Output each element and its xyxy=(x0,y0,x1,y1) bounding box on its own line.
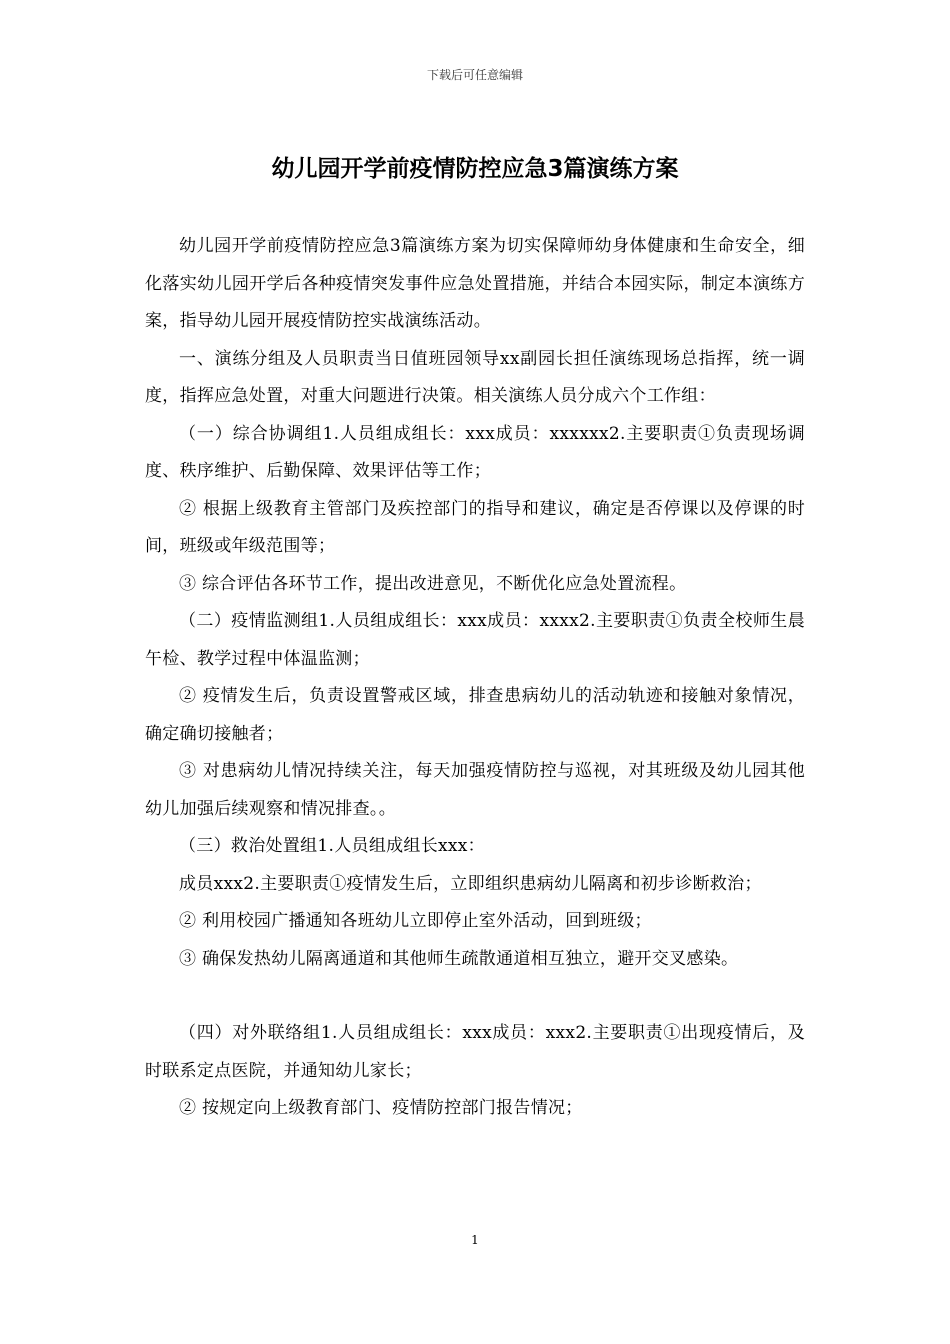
paragraph-group-2-duty-2: ② 疫情发生后，负责设置警戒区域，排查患病幼儿的活动轨迹和接触对象情况，确定确切接触者； xyxy=(145,686,805,744)
document-body xyxy=(145,228,805,1128)
paragraph-group-1-duty-3: ③ 综合评估各环节工作，提出改进意见，不断优化应急处置流程。 xyxy=(179,573,687,594)
paragraph-group-1: （一）综合协调组1.人员组成组长：xxx成员：xxxxxx2.主要职责①负责现场调度、秩序维护、后勤保障、效果评估等工作； xyxy=(145,423,805,481)
paragraph-group-2-duty-3: ③ 对患病幼儿情况持续关注，每天加强疫情防控与巡视，对其班级及幼儿园其他幼儿加强后续观察和情况排查。。 xyxy=(145,761,805,819)
paragraph-group-4-duty-2: ② 按规定向上级教育部门、疫情防控部门报告情况； xyxy=(179,1098,583,1118)
paragraph-group-3-duty-2: ② 利用校园广播通知各班幼儿立即停止室外活动，回到班级； xyxy=(179,911,652,931)
page-number: 1 xyxy=(471,1233,479,1247)
paragraph-group-3-members: 成员xxx2.主要职责①疫情发生后，立即组织患病幼儿隔离和初步诊断救治； xyxy=(179,873,762,894)
page-header: 下载后可任意编辑 xyxy=(426,68,523,82)
paragraph-group-2: （二）疫情监测组1.人员组成组长：xxx成员：xxxx2.主要职责①负责全校师生晨午检、教学过程中体温监测； xyxy=(145,611,805,669)
paragraph-group-1-duty-2: ② 根据上级教育主管部门及疾控部门的指导和建议，确定是否停课以及停课的时间，班级或年级范围等； xyxy=(145,498,805,556)
paragraph-section-1: 一、演练分组及人员职责当日值班园领导xx副园长担任演练现场总指挥，统一调度，指挥应急处置，对重大问题进行决策。相关演练人员分成六个工作组： xyxy=(145,348,805,406)
paragraph-group-3: （三）救治处置组1.人员组成组长xxx： xyxy=(179,836,485,856)
paragraph-intro: 幼儿园开学前疫情防控应急3篇演练方案为切实保障师幼身体健康和生命安全，细化落实幼儿园开学后各种疫情突发事件应急处置措施，并结合本园实际，制定本演练方案，指导幼儿园开展疫情防控实战演练活动。 xyxy=(145,236,805,331)
paragraph-group-3-duty-3: ③ 确保发热幼儿隔离通道和其他师生疏散通道相互独立，避开交叉感染。 xyxy=(179,948,739,969)
document-title: 幼儿园开学前疫情防控应急3篇演练方案 xyxy=(271,156,679,182)
paragraph-group-4: （四）对外联络组1.人员组成组长：xxx成员：xxx2.主要职责①出现疫情后，及时联系定点医院，并通知幼儿家长； xyxy=(145,1023,805,1081)
